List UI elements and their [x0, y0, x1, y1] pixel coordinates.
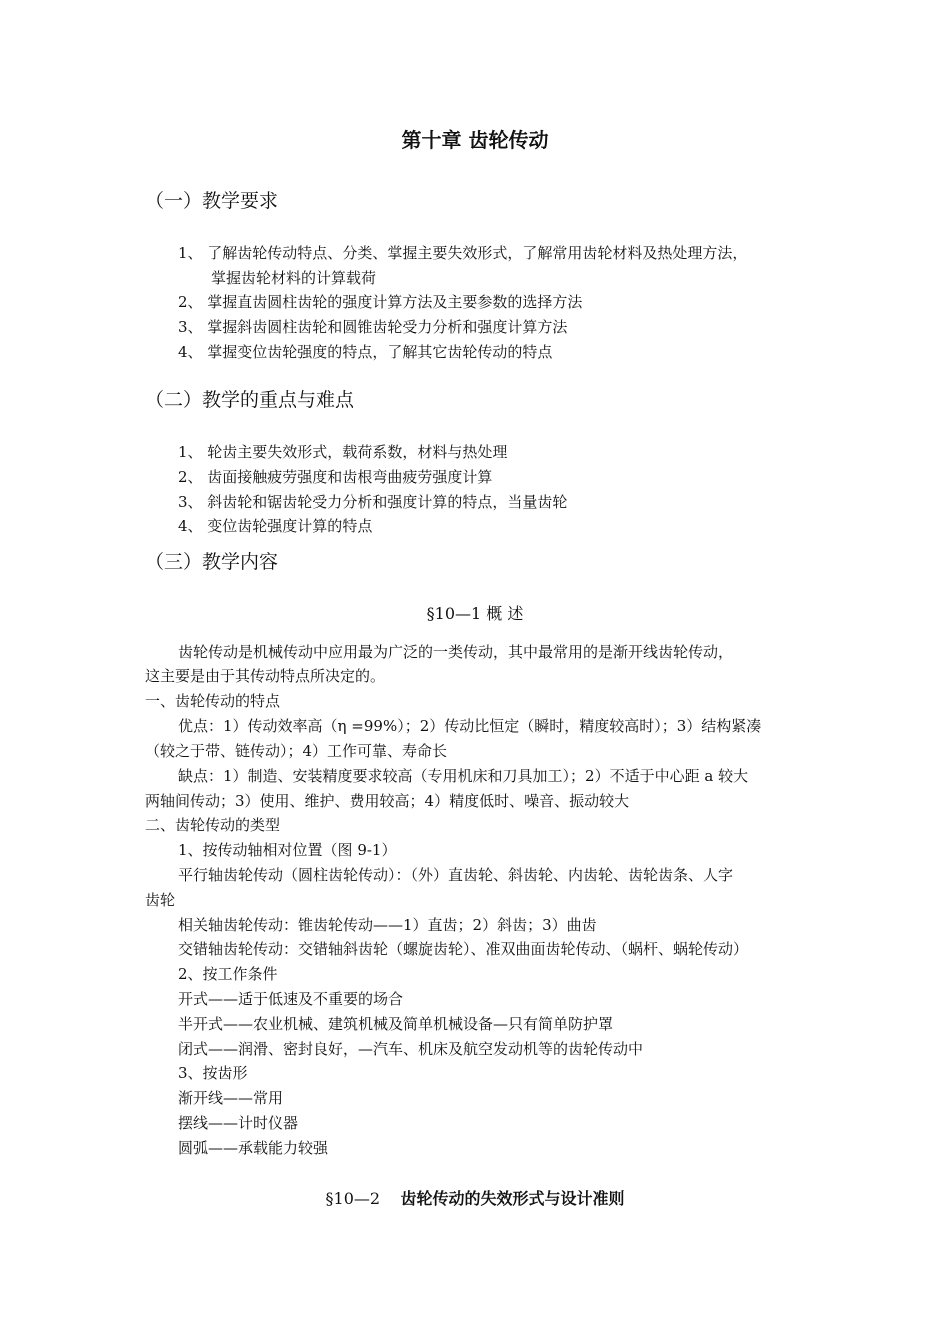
- key-point-2: 2、 齿面接触疲劳强度和齿根弯曲疲劳强度计算: [178, 468, 493, 486]
- subsection-number: §10—2: [325, 1189, 381, 1208]
- body-line: 圆弧——承载能力较强: [178, 1139, 329, 1157]
- body-line: （较之于带、链传动）；4）工作可靠、寿命长: [145, 742, 448, 760]
- body-line: 相关轴齿轮传动：锥齿轮传动——1）直齿；2）斜齿；3）曲齿: [178, 916, 597, 934]
- key-point-3: 3、 斜齿轮和锯齿轮受力分析和强度计算的特点，当量齿轮: [178, 493, 568, 511]
- body-line: 摆线——计时仪器: [178, 1114, 299, 1132]
- body-line: 3、按齿形: [178, 1064, 248, 1082]
- subsection-title-overview: §10—1 概 述: [426, 604, 524, 623]
- section-heading-requirements: （一）教学要求: [145, 190, 279, 212]
- requirement-item-1: 1、 了解齿轮传动特点、分类、掌握主要失效形式，了解常用齿轮材料及热处理方法，: [178, 244, 748, 262]
- requirement-item-2: 2、 掌握直齿圆柱齿轮的强度计算方法及主要参数的选择方法: [178, 293, 583, 311]
- body-line: 两轴间传动；3）使用、维护、费用较高；4）精度低时、噪音、振动较大: [145, 792, 630, 810]
- body-heading: 二、齿轮传动的类型: [145, 816, 281, 834]
- section-heading-content: （三）教学内容: [145, 551, 279, 573]
- body-line: 交错轴齿轮传动：交错轴斜齿轮（螺旋齿轮）、准双曲面齿轮传动、（蜗杆、蜗轮传动）: [178, 940, 749, 958]
- body-line: 平行轴齿轮传动（圆柱齿轮传动）：（外）直齿轮、斜齿轮、内齿轮、齿轮齿条、人字: [178, 866, 734, 884]
- body-line: 1、按传动轴相对位置（图 9-1）: [178, 841, 397, 859]
- body-line: 优点：1）传动效率高（η =99%）；2）传动比恒定（瞬时，精度较高时）；3）结构紧凑: [178, 717, 762, 735]
- subsection-heading-text: 齿轮传动的失效形式与设计准则: [400, 1189, 625, 1208]
- body-line: 这主要是由于其传动特点所决定的。: [145, 667, 386, 685]
- body-line: 齿轮: [145, 891, 176, 909]
- chapter-title: 第十章 齿轮传动: [401, 128, 549, 152]
- key-point-4: 4、 变位齿轮强度计算的特点: [178, 517, 373, 535]
- body-line: 渐开线——常用: [178, 1089, 284, 1107]
- body-heading: 一、齿轮传动的特点: [145, 692, 281, 710]
- body-line: 开式——适于低速及不重要的场合: [178, 990, 404, 1008]
- subsection-title-failure: [0, 1186, 950, 1209]
- section-heading-key-points: （二）教学的重点与难点: [145, 389, 355, 411]
- requirement-item-3: 3、 掌握斜齿圆柱齿轮和圆锥齿轮受力分析和强度计算方法: [178, 318, 568, 336]
- body-line: 缺点：1）制造、安装精度要求较高（专用机床和刀具加工）；2）不适于中心距 a 较大: [178, 767, 749, 785]
- body-line: 2、按工作条件: [178, 965, 278, 983]
- requirement-item-4: 4、 掌握变位齿轮强度的特点，了解其它齿轮传动的特点: [178, 343, 553, 361]
- requirement-item-1-cont: 掌握齿轮材料的计算载荷: [211, 269, 377, 287]
- body-line: 闭式——润滑、密封良好，—汽车、机床及航空发动机等的齿轮传动中: [178, 1040, 644, 1058]
- body-line: 齿轮传动是机械传动中应用最为广泛的一类传动，其中最常用的是渐开线齿轮传动，: [178, 643, 734, 661]
- body-line: 半开式——农业机械、建筑机械及简单机械设备—只有简单防护罩: [178, 1015, 614, 1033]
- key-point-1: 1、 轮齿主要失效形式，载荷系数，材料与热处理: [178, 443, 508, 461]
